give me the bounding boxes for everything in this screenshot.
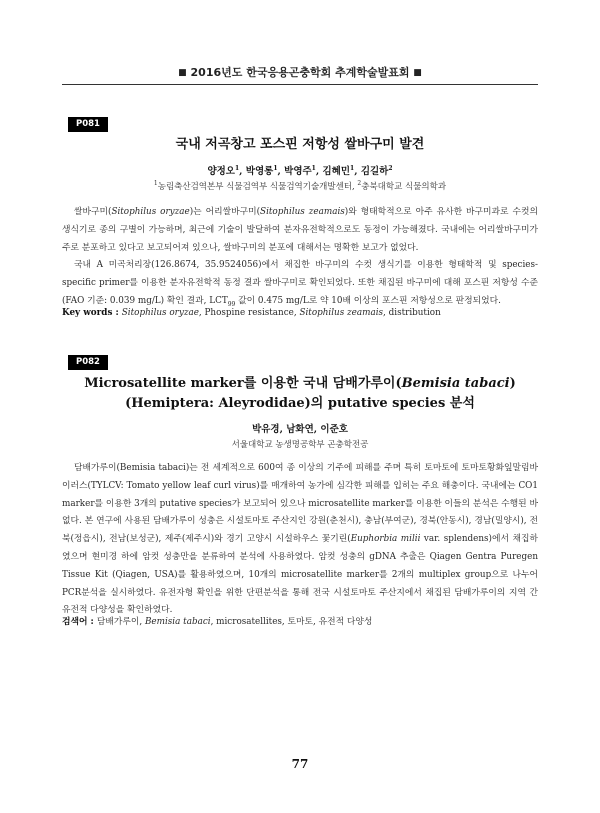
page-number: 77 (291, 757, 309, 771)
keywords-label: Key words : (62, 308, 122, 318)
body-paragraph: 국내 A 미곡처리장(126.8674, 35.9524056)에서 채집한 바구미의 수컷 생식기를 이용한 형태학적 및 species-specific primer를 이용한 분자유전학적 동정 결과 쌀바구미로 확인되었다. 또한 채집된 바구미에 대해 포스핀 저항성 수준(FAO 기준: 0.039 mg/L) 확인 결과, $LCT_{99}$ 값이 0.475 mg/L로 약 10배 이상의 포스핀 저항성으로 판정되었다. (62, 260, 538, 308)
title-line: Microsatellite marker를 이용한 국내 담배가루이(Bemisia tabaci) (84, 376, 516, 391)
author-list (62, 421, 538, 435)
author: 이준호 (320, 424, 348, 435)
abstract-body (62, 460, 538, 620)
abstract-body (62, 204, 538, 314)
author: 박영주$^1$, (284, 164, 323, 177)
author: 남화연, (286, 424, 321, 435)
header-title: 2016년도 한국응용곤충학회 추계학술발표회 (190, 66, 410, 79)
keywords: Key words : Sitophilus oryzae, Phospine resistance, Sitophilus zeamais, distribution (62, 308, 441, 318)
abstract-id-badge: P081 (68, 117, 108, 132)
abstract-id-badge: P082 (68, 355, 108, 370)
keywords-label: 검색어 : (62, 617, 97, 627)
affiliation: $^1$농림축산검역본부 식물검역부 식물검역기술개발센터, $^2$충북대학교 식물의학과 (153, 180, 447, 192)
abstract-title (62, 374, 538, 414)
running-header (0, 64, 600, 80)
author: 김혜민$^1$, (322, 164, 361, 177)
header-square-left: ■ (178, 68, 187, 78)
author-list (62, 163, 538, 177)
body-paragraph: 쌀바구미(Sitophilus oryzae)는 어리쌀바구미(Sitophilus zeamais)와 형태학적으로 아주 유사한 바구미과로 수컷의 생식기로 종의 구별이 가능하며, 최근에 기술이 발달하여 분자유전학적으로도 동정이 가능해졌다. 국내에는 어리쌀바구미가 주로 분포하고 있다고 보고되어져 있으나, 쌀바구미의 분포에 대해서는 명확한 보고가 없었다. (62, 207, 538, 253)
author: 박유경, (252, 424, 287, 435)
keywords: 검색어 : 담배가루이, Bemisia tabaci, microsatellites, 토마토, 유전적 다양성 (62, 617, 373, 627)
abstract-title: 국내 저곡창고 포스핀 저항성 쌀바구미 발견 (175, 137, 425, 152)
author: 박영롱$^1$, (245, 164, 285, 177)
header-rule (62, 84, 538, 85)
author: 김길하$^2$ (360, 164, 393, 177)
header-square-right: ■ (413, 68, 422, 78)
body-paragraph: 담배가루이(Bemisia tabaci)는 전 세계적으로 600여 종 이상의 기주에 피해를 주며 특히 토마토에 토마토황화잎말림바이러스(TYLCV: Tomato yellow leaf curl virus)를 매개하여 농가에 심각한 피해를 입히는 주요 해충이다. 국내에는 CO1 marker를 이용한 3개의 putative species가 보고되어 있으나 microsatellite marker를 이용한 이들의 분석은 수행된 바 없다. 본 연구에 사용된 담배가루이 성충은 시설토마토 주산지인 강원(춘천시), 충남(부여군), 경북(안동시), 경남(밀양시), 전북(정읍시), 전남(보성군), 제주(제주시)와 경기 고양시 시설하우스 꽃기린(Euphorbia milii var. splendens)에서 채집하였으며 현미경 하에 암컷 성충만을 분류하여 분석에 사용하였다. 암컷 성충의 gDNA 추출은 Qiagen Gentra Puregen Tissue Kit (Qiagen, USA)를 활용하였으며, 10개의 microsatellite marker를 2개의 multiplex group으로 나누어 PCR분석을 실시하였다. 유전자형 확인을 위한 단편분석을 통해 전국 시설토마토 주산지에서 채집된 담배가루이의 지역 간 유전적 다양성을 확인하였다. (62, 463, 538, 616)
author: 양정오$^1$, (207, 164, 246, 177)
title-line: (Hemiptera: Aleyrodidae)의 putative species 분석 (125, 396, 475, 411)
affiliation: 서울대학교 농생명공학부 곤충학전공 (231, 440, 369, 450)
